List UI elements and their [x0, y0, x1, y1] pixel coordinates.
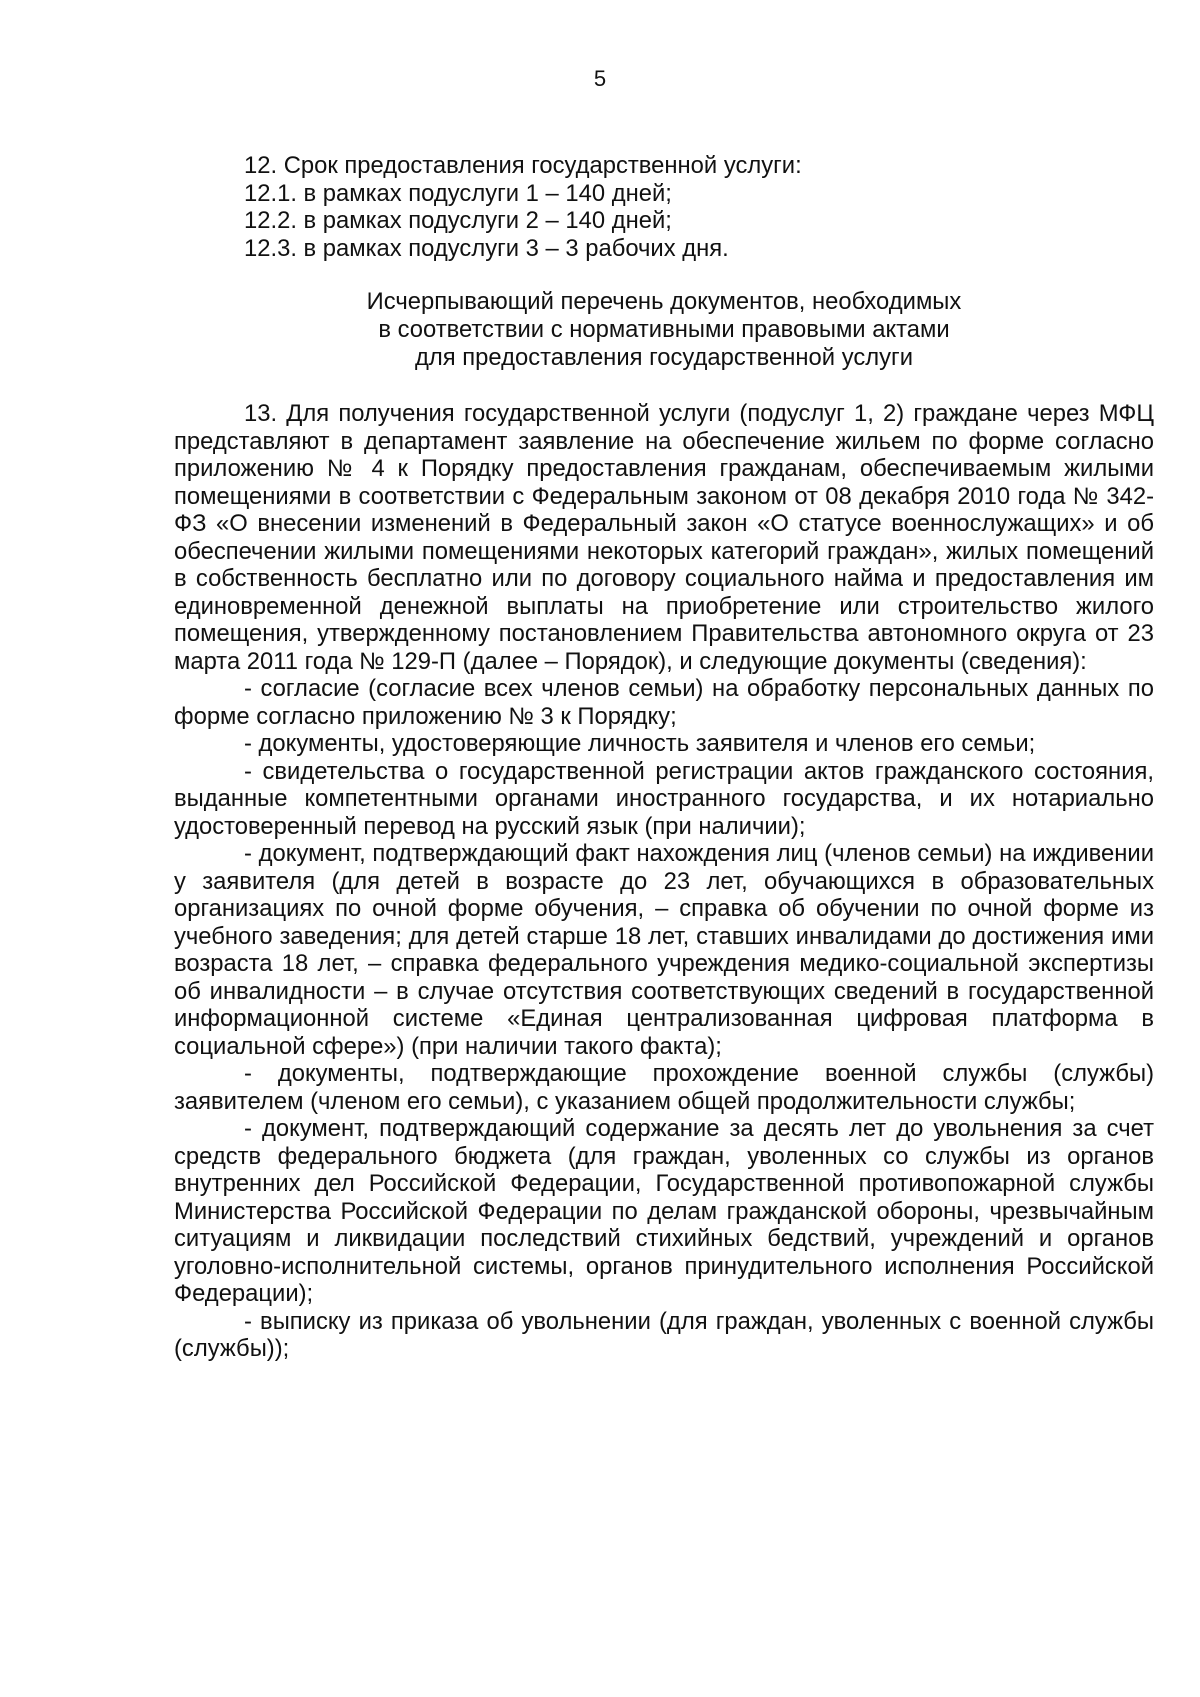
- section-heading: [174, 288, 1154, 372]
- document-list-item: - документы, удостоверяющие личность заявителя и членов его семьи;: [244, 730, 1036, 757]
- section-heading-line: в соответствии с нормативными правовыми актами: [378, 316, 950, 343]
- document-list-item: - согласие (согласие всех членов семьи) на обработку персональных данных по форме согласно приложению № 3 к Порядку;: [174, 675, 1154, 730]
- section-12-item: 12.1. в рамках подуслуги 1 – 140 дней;: [244, 179, 672, 207]
- section-12-item: 12.2. в рамках подуслуги 2 – 140 дней;: [244, 207, 672, 234]
- document-list-item: - документ, подтверждающий факт нахождения лиц (членов семьи) на иждивении у заявителя (для детей в возрасте до 23 лет, обучающихся в образовательных организациях по очной форме обучения, – справка об обучении по очной форме из учебного заведения; для детей старше 18 лет, ставших инвалидами до достижения ими возраста 18 лет, – справка федерального учреждения медико-социальной экспертизы об инвалидности – в случае отсутствия соответствующих сведений в государственной информационной системе «Единая централизованная цифровая платформа в социальной сфере») (при наличии такого факта);: [174, 840, 1154, 1060]
- page-number: 5: [593, 66, 607, 91]
- section-heading-line: Исчерпывающий перечень документов, необходимых: [366, 288, 962, 315]
- document-body: [174, 152, 1154, 1363]
- section-12-item: 12.3. в рамках подуслуги 3 – 3 рабочих дня.: [244, 234, 729, 262]
- section-12-title: 12. Срок предоставления государственной услуги:: [244, 152, 802, 179]
- document-list-item: - свидетельства о государственной регистрации актов гражданского состояния, выданные компетентными органами иностранного государства, и их нотариально удостоверенный перевод на русский язык (при наличии);: [174, 757, 1154, 840]
- document-list-item: - выписку из приказа об увольнении (для граждан, уволенных с военной службы (службы));: [174, 1307, 1154, 1362]
- document-list-item: - документы, подтверждающие прохождение военной службы (службы) заявителем (членом его семьи), с указанием общей продолжительности службы;: [174, 1060, 1154, 1115]
- section-13-intro: 13. Для получения государственной услуги (подуслуг 1, 2) граждане через МФЦ представляют в департамент заявление на обеспечение жильем по форме согласно приложению № 4 к Порядку предоставления гражданам, обеспечиваемым жилыми помещениями в соответствии с Федеральным законом от 08 декабря 2010 года № 342-ФЗ «О внесении изменений в Федеральный закон «О статусе военнослужащих» и об обеспечении жилыми помещениями некоторых категорий граждан», жилых помещений в собственность бесплатно или по договору социального найма и предоставления им единовременной денежной выплаты на приобретение или строительство жилого помещения, утвержденному постановлением Правительства автономного округа от 23 марта 2011 года № 129-П (далее – Порядок), и следующие документы (сведения):: [174, 400, 1154, 675]
- document-list-item: - документ, подтверждающий содержание за десять лет до увольнения за счет средств федерального бюджета (для граждан, уволенных со службы из органов внутренних дел Российской Федерации, Государственной противопожарной службы Министерства Российской Федерации по делам гражданской обороны, чрезвычайным ситуациям и ликвидации последствий стихийных бедствий, учреждений и органов уголовно-исполнительной системы, органов принудительного исполнения Российской Федерации);: [174, 1115, 1154, 1307]
- section-heading-line: для предоставления государственной услуги: [414, 344, 913, 371]
